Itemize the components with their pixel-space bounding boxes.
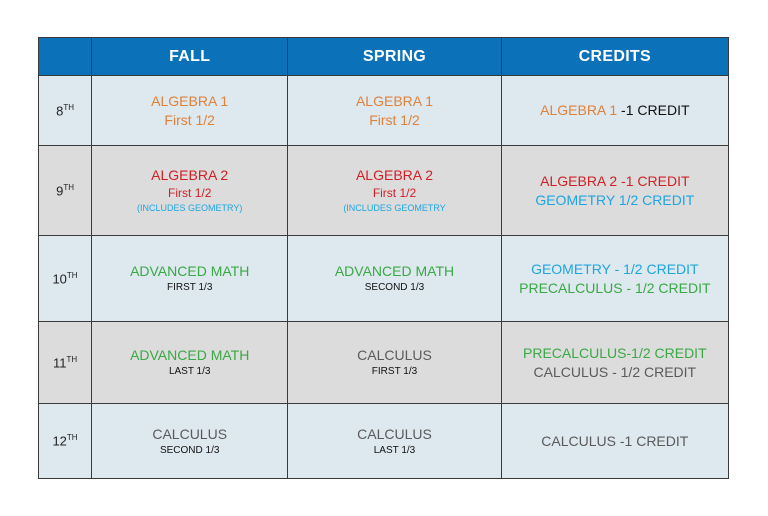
credit-line-1: CALCULUS -1 CREDIT (541, 432, 689, 449)
credits-cell (501, 76, 728, 146)
fall-course: ALGEBRA 1 (151, 92, 229, 109)
fall-portion: First 1/2 (164, 111, 215, 128)
table-row (39, 236, 729, 322)
spring-course: ALGEBRA 2 (355, 167, 434, 183)
grade-suffix: TH (66, 270, 78, 280)
spring-cell (288, 322, 501, 404)
credit-line-2: GEOMETRY 1/2 CREDIT (535, 191, 695, 208)
credit-course: ALGEBRA 1 (540, 101, 618, 118)
spring-portion: LAST 1/3 (373, 444, 416, 456)
table-row (39, 146, 729, 236)
spring-course: ADVANCED MATH (334, 263, 455, 279)
credit-line-2: PRECALCULUS - 1/2 CREDIT (519, 279, 711, 296)
header-row (39, 38, 729, 76)
grade-suffix: TH (63, 182, 74, 192)
spring-cell (288, 76, 501, 146)
fall-course: ALGEBRA 2 (151, 167, 229, 183)
credit-amount: -1 CREDIT (617, 101, 690, 118)
spring-portion: First 1/2 (369, 111, 420, 128)
grade-cell (39, 322, 92, 404)
table-row (39, 76, 729, 146)
grade-number: 9 (56, 183, 64, 199)
spring-cell (288, 146, 501, 236)
header-fall: FALL (92, 38, 288, 76)
credits-cell (501, 404, 728, 479)
grade-suffix: TH (66, 354, 78, 364)
credit-line-1: PRECALCULUS-1/2 CREDIT (523, 344, 707, 361)
spring-portion: FIRST 1/3 (371, 366, 418, 377)
credit-line-2: CALCULUS - 1/2 CREDIT (533, 363, 697, 380)
fall-course: ADVANCED MATH (130, 347, 250, 363)
spring-portion: First 1/2 (372, 186, 417, 200)
math-course-schedule-table (38, 37, 729, 479)
fall-portion: FIRST 1/3 (167, 282, 213, 293)
grade-number: 12 (52, 433, 67, 449)
fall-portion: First 1/2 (168, 186, 212, 200)
spring-portion: SECOND 1/3 (364, 282, 425, 293)
fall-cell (92, 76, 288, 146)
fall-portion: LAST 1/3 (168, 366, 211, 377)
spring-course: CALCULUS (357, 425, 432, 442)
spring-course: CALCULUS (357, 347, 432, 363)
credit-line-1: ALGEBRA 2 -1 CREDIT (540, 172, 690, 189)
fall-cell (92, 322, 288, 404)
grade-cell (39, 404, 92, 479)
header-credits: CREDITS (501, 38, 728, 76)
fall-course: CALCULUS (152, 425, 228, 442)
fall-cell (92, 404, 288, 479)
fall-portion: SECOND 1/3 (159, 444, 220, 456)
spring-cell (288, 236, 501, 322)
fall-course: ADVANCED MATH (130, 263, 250, 279)
credits-cell (501, 236, 728, 322)
grade-number: 10 (52, 271, 67, 287)
credits-cell (501, 146, 728, 236)
grade-number: 8 (56, 103, 64, 119)
fall-cell (92, 146, 288, 236)
spring-note: (INCLUDES GEOMETRY (343, 203, 446, 213)
fall-note: (INCLUDES GEOMETRY) (137, 203, 243, 213)
spring-cell (288, 404, 501, 479)
grade-cell (39, 146, 92, 236)
grade-suffix: TH (63, 102, 74, 112)
fall-cell (92, 236, 288, 322)
header-spring: SPRING (288, 38, 501, 76)
spring-course: ALGEBRA 1 (355, 92, 434, 109)
grade-number: 11 (52, 355, 67, 371)
table-row (39, 404, 729, 479)
credit-line-1: GEOMETRY - 1/2 CREDIT (531, 260, 699, 277)
table-row (39, 322, 729, 404)
grade-cell (39, 76, 92, 146)
credits-cell (501, 322, 728, 404)
grade-cell (39, 236, 92, 322)
grade-suffix: TH (66, 433, 78, 443)
header-grade (39, 38, 92, 76)
